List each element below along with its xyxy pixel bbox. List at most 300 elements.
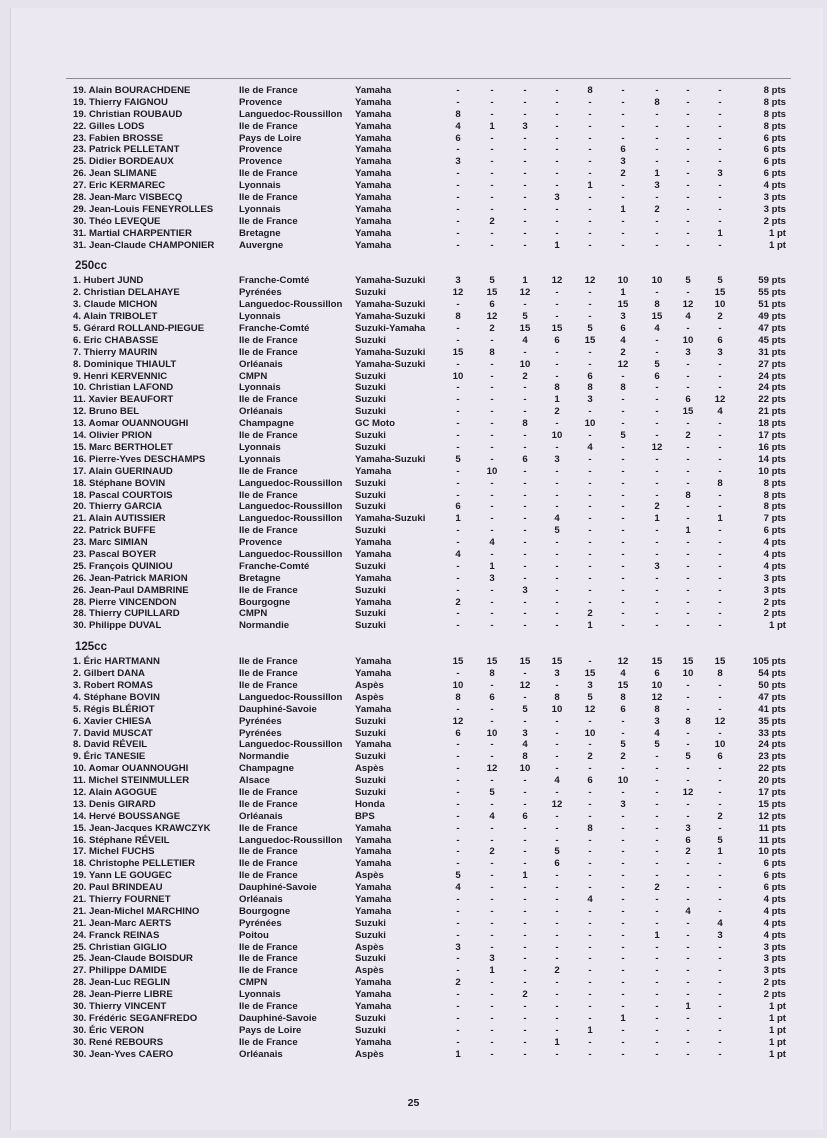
round-result: -: [456, 168, 460, 180]
round-result: -: [655, 215, 659, 227]
rider-make: Yamaha: [355, 894, 392, 905]
table-row: [67, 109, 792, 121]
table-row: [67, 144, 792, 156]
rider-name: 26. Jean-Paul DAMBRINE: [73, 584, 189, 596]
round-result: -: [490, 584, 494, 596]
round-result: -: [523, 953, 527, 965]
rider-region: Lyonnais: [239, 311, 281, 323]
round-result: 8: [522, 751, 528, 763]
round-result: 10: [519, 763, 531, 775]
round-result: -: [555, 180, 559, 192]
round-result: -: [621, 572, 625, 584]
round-result: -: [523, 430, 527, 442]
round-result: -: [523, 156, 527, 168]
round-result: 3: [587, 394, 593, 406]
round-result: -: [718, 798, 722, 810]
round-result: 2: [489, 846, 495, 858]
round-result: 12: [617, 656, 629, 668]
table-row: [67, 1025, 792, 1037]
round-result: 6: [587, 370, 593, 382]
round-result: 3: [620, 156, 626, 168]
round-result: 12: [584, 275, 596, 287]
round-result: -: [555, 727, 559, 739]
round-result: 4: [522, 334, 528, 346]
round-result: -: [588, 227, 592, 239]
round-result: -: [588, 299, 592, 311]
round-result: 3: [587, 679, 593, 691]
round-result: -: [621, 1036, 625, 1048]
table-row: [67, 704, 792, 716]
rider-region: Ile de France: [239, 394, 298, 406]
round-result: 2: [620, 346, 626, 358]
rider-make: Yamaha: [355, 572, 392, 584]
round-result: 4: [455, 548, 461, 560]
round-result: -: [718, 132, 722, 144]
rider-make: Yamaha: [355, 905, 392, 917]
rider-make: Yamaha: [355, 239, 392, 251]
round-result: 6: [685, 834, 691, 846]
rider-region: Provence: [239, 156, 283, 168]
rider-region: Normandie: [239, 620, 290, 632]
rider-make: Suzuki: [355, 751, 386, 763]
round-result: -: [523, 572, 527, 584]
round-result: 15: [617, 299, 629, 311]
rider-make: Yamaha: [355, 1036, 392, 1048]
round-result: -: [655, 810, 659, 822]
round-result: -: [490, 489, 494, 501]
round-result: 10: [486, 727, 498, 739]
round-result: -: [456, 905, 460, 917]
rider-region: Ile de France: [239, 786, 298, 798]
round-result: -: [588, 1036, 592, 1048]
round-result: -: [523, 382, 527, 394]
rider-name: 22. Gilles LODS: [73, 120, 145, 132]
round-result: -: [621, 810, 625, 822]
round-result: -: [718, 584, 722, 596]
rider-region: Alsace: [239, 775, 270, 787]
round-result: -: [686, 85, 690, 96]
round-result: -: [588, 501, 592, 513]
table-row: [67, 799, 792, 811]
round-result: -: [490, 85, 494, 96]
round-result: -: [588, 513, 592, 525]
round-result: 8: [587, 85, 593, 96]
round-result: -: [456, 144, 460, 156]
round-result: -: [655, 394, 659, 406]
rider-make: Aspès: [355, 691, 384, 703]
round-result: 10: [617, 775, 629, 787]
round-result: -: [686, 180, 690, 192]
table-row: [67, 466, 792, 478]
round-result: -: [588, 715, 592, 727]
round-result: -: [523, 929, 527, 941]
table-row: [67, 97, 792, 109]
round-result: 3: [489, 953, 495, 965]
round-result: 5: [654, 358, 660, 370]
rider-name: 19. Alain BOURACHDENE: [73, 85, 191, 96]
rider-name: 28. Thierry CUPILLARD: [73, 608, 180, 620]
total-points: 3 pts: [763, 584, 786, 596]
table-row: [67, 275, 792, 287]
table-row: [67, 478, 792, 490]
rider-region: Auvergne: [239, 239, 284, 251]
round-result: -: [718, 882, 722, 894]
rider-region: Languedoc-Roussillon: [239, 739, 343, 751]
round-result: -: [718, 548, 722, 560]
round-result: -: [523, 477, 527, 489]
round-result: -: [456, 441, 460, 453]
round-result: 6: [455, 132, 461, 144]
total-points: 7 pts: [763, 513, 786, 525]
round-result: 1: [489, 965, 495, 977]
round-result: -: [686, 287, 690, 299]
round-result: -: [621, 465, 625, 477]
round-result: -: [555, 679, 559, 691]
round-result: -: [490, 977, 494, 989]
round-result: -: [523, 525, 527, 537]
round-result: -: [588, 977, 592, 989]
round-result: -: [655, 537, 659, 549]
total-points: 20 pts: [758, 775, 786, 787]
round-result: -: [655, 108, 659, 120]
round-result: 12: [486, 763, 498, 775]
rider-name: 25. François QUINIOU: [73, 560, 173, 572]
table-row: [67, 858, 792, 870]
rider-make: GC Moto: [355, 418, 395, 430]
round-result: 3: [717, 168, 723, 180]
round-result: -: [523, 548, 527, 560]
round-result: -: [621, 108, 625, 120]
rider-make: Suzuki: [355, 489, 386, 501]
round-result: -: [718, 156, 722, 168]
total-points: 35 pts: [758, 715, 786, 727]
rider-region: Ile de France: [239, 941, 298, 953]
round-result: -: [555, 346, 559, 358]
round-result: -: [555, 905, 559, 917]
total-points: 1 pt: [768, 227, 786, 239]
table-row: [67, 846, 792, 858]
rider-make: Suzuki: [355, 430, 386, 442]
round-result: -: [456, 608, 460, 620]
round-result: 1: [685, 525, 691, 537]
round-result: -: [456, 572, 460, 584]
rider-name: 20. Thierry GARCIA: [73, 501, 163, 513]
round-result: -: [655, 917, 659, 929]
table-row: [67, 656, 792, 668]
round-result: -: [686, 323, 690, 335]
round-result: 15: [682, 656, 694, 668]
total-points: 59 pts: [758, 275, 786, 287]
round-result: -: [456, 894, 460, 905]
round-result: 5: [685, 751, 691, 763]
round-result: -: [655, 798, 659, 810]
total-points: 16 pts: [758, 441, 786, 453]
table-row: [67, 371, 792, 383]
round-result: -: [490, 834, 494, 846]
rider-region: Normandie: [239, 751, 290, 763]
rider-make: Yamaha: [355, 215, 392, 227]
rider-name: 8. Dominique THIAULT: [73, 358, 177, 370]
round-result: -: [718, 989, 722, 1001]
round-result: -: [588, 929, 592, 941]
round-result: -: [588, 548, 592, 560]
round-result: -: [490, 441, 494, 453]
round-result: -: [655, 346, 659, 358]
round-result: 1: [522, 870, 528, 882]
round-result: 8: [620, 691, 626, 703]
round-result: -: [555, 1001, 559, 1013]
round-result: 15: [519, 323, 531, 335]
round-result: -: [490, 989, 494, 1001]
round-result: -: [686, 727, 690, 739]
round-result: -: [588, 870, 592, 882]
round-result: -: [555, 870, 559, 882]
round-result: -: [655, 418, 659, 430]
round-result: -: [718, 679, 722, 691]
rider-make: Aspès: [355, 763, 384, 775]
round-result: -: [686, 441, 690, 453]
round-result: 5: [587, 691, 593, 703]
round-result: -: [490, 453, 494, 465]
round-result: -: [555, 465, 559, 477]
table-row: [67, 311, 792, 323]
round-result: -: [523, 132, 527, 144]
rider-name: 2. Christian DELAHAYE: [73, 287, 180, 299]
round-result: -: [523, 775, 527, 787]
round-result: 15: [452, 656, 464, 668]
round-result: -: [555, 477, 559, 489]
round-result: 2: [489, 323, 495, 335]
round-result: -: [655, 1024, 659, 1036]
round-result: -: [655, 858, 659, 870]
round-result: 1: [587, 620, 593, 632]
round-result: -: [718, 1024, 722, 1036]
table-row: [67, 751, 792, 763]
round-result: -: [456, 798, 460, 810]
round-result: 4: [554, 775, 560, 787]
rider-region: Orléanais: [239, 406, 283, 418]
round-result: 5: [654, 739, 660, 751]
round-result: -: [555, 311, 559, 323]
rider-region: Pyrénées: [239, 917, 282, 929]
round-result: -: [490, 548, 494, 560]
round-result: -: [523, 537, 527, 549]
round-result: -: [588, 465, 592, 477]
total-points: 3 pts: [763, 953, 786, 965]
rider-region: Provence: [239, 537, 283, 549]
round-result: 10: [519, 358, 531, 370]
round-result: -: [621, 905, 625, 917]
rider-name: 12. Alain AGOGUE: [73, 786, 158, 798]
round-result: -: [686, 192, 690, 204]
round-result: -: [686, 775, 690, 787]
round-result: 1: [587, 1024, 593, 1036]
round-result: 5: [489, 275, 495, 287]
round-result: -: [718, 465, 722, 477]
round-result: -: [456, 430, 460, 442]
total-points: 3 pts: [763, 941, 786, 953]
total-points: 17 pts: [758, 786, 786, 798]
round-result: -: [588, 311, 592, 323]
total-points: 10 pts: [758, 846, 786, 858]
round-result: 6: [620, 144, 626, 156]
rider-region: Pays de Loire: [239, 132, 302, 144]
rider-region: Orléanais: [239, 810, 283, 822]
rider-name: 16. Stéphane RÉVEIL: [73, 834, 170, 846]
round-result: -: [490, 751, 494, 763]
rider-name: 23. Patrick PELLETANT: [73, 144, 180, 156]
rider-make: Yamaha: [355, 858, 392, 870]
round-result: 8: [522, 418, 528, 430]
round-result: 12: [551, 275, 563, 287]
rider-region: Languedoc-Roussillon: [239, 834, 343, 846]
rider-make: Yamaha: [355, 822, 392, 834]
round-result: -: [718, 620, 722, 632]
round-result: -: [686, 1048, 690, 1060]
round-result: -: [655, 1012, 659, 1024]
round-result: -: [523, 1036, 527, 1048]
round-result: -: [490, 406, 494, 418]
round-result: -: [686, 810, 690, 822]
round-result: -: [621, 394, 625, 406]
round-result: -: [655, 763, 659, 775]
round-result: -: [555, 537, 559, 549]
table-row: [67, 347, 792, 359]
round-result: -: [718, 525, 722, 537]
round-result: -: [456, 1001, 460, 1013]
round-result: -: [523, 608, 527, 620]
rider-make: BPS: [355, 810, 375, 822]
rider-region: Bourgogne: [239, 596, 291, 608]
round-result: 4: [654, 323, 660, 335]
round-result: -: [555, 715, 559, 727]
round-result: -: [588, 346, 592, 358]
round-result: 2: [654, 501, 660, 513]
round-result: -: [621, 715, 625, 727]
table-row: [67, 442, 792, 454]
round-result: -: [686, 168, 690, 180]
round-result: -: [655, 489, 659, 501]
round-result: 10: [651, 679, 663, 691]
rider-name: 15. Jean-Jacques KRAWCZYK: [73, 822, 211, 834]
round-result: -: [490, 334, 494, 346]
rider-make: Suzuki: [355, 525, 386, 537]
round-result: 5: [620, 430, 626, 442]
round-result: -: [621, 929, 625, 941]
round-result: 15: [617, 679, 629, 691]
round-result: -: [490, 525, 494, 537]
rider-name: 18. Stéphane BOVIN: [73, 477, 166, 489]
round-result: -: [621, 525, 625, 537]
rider-name: 25. Didier BORDEAUX: [73, 156, 174, 168]
round-result: -: [490, 418, 494, 430]
round-result: -: [555, 620, 559, 632]
rider-region: Lyonnais: [239, 382, 281, 394]
round-result: -: [523, 691, 527, 703]
rider-region: Dauphiné-Savoie: [239, 1012, 317, 1024]
rider-region: Lyonnais: [239, 180, 281, 192]
round-result: -: [655, 775, 659, 787]
rider-name: 14. Olivier PRION: [73, 430, 152, 442]
round-result: 3: [685, 822, 691, 834]
round-result: -: [523, 894, 527, 905]
round-result: -: [621, 917, 625, 929]
table-row: [67, 906, 792, 918]
round-result: -: [621, 96, 625, 108]
round-result: 6: [685, 394, 691, 406]
round-result: 8: [717, 477, 723, 489]
round-result: -: [456, 846, 460, 858]
round-result: 8: [685, 715, 691, 727]
rider-name: 11. Xavier BEAUFORT: [73, 394, 174, 406]
total-points: 23 pts: [758, 751, 786, 763]
round-result: -: [686, 691, 690, 703]
rider-region: Ile de France: [239, 120, 298, 132]
rider-make: Yamaha-Suzuki: [355, 358, 426, 370]
round-result: -: [490, 894, 494, 905]
table-row: [67, 85, 792, 97]
round-result: -: [655, 465, 659, 477]
round-result: -: [456, 227, 460, 239]
round-result: -: [490, 596, 494, 608]
round-result: -: [686, 548, 690, 560]
rider-region: Pyrénées: [239, 287, 282, 299]
round-result: -: [523, 501, 527, 513]
round-result: 2: [654, 203, 660, 215]
round-result: -: [621, 537, 625, 549]
class-header: 125cc: [75, 641, 107, 654]
rider-make: Yamaha-Suzuki: [355, 346, 426, 358]
table-row: [67, 168, 792, 180]
rider-region: Languedoc-Roussillon: [239, 501, 343, 513]
round-result: -: [686, 882, 690, 894]
total-points: 8 pts: [763, 108, 786, 120]
round-result: -: [490, 239, 494, 251]
round-result: -: [686, 703, 690, 715]
rider-name: 8. David RÉVEIL: [73, 739, 148, 751]
round-result: -: [456, 786, 460, 798]
total-points: 1 pt: [768, 620, 786, 632]
round-result: -: [523, 441, 527, 453]
round-result: -: [621, 882, 625, 894]
round-result: -: [686, 358, 690, 370]
round-result: -: [686, 370, 690, 382]
round-result: -: [456, 834, 460, 846]
round-result: -: [686, 798, 690, 810]
round-result: 15: [486, 656, 498, 668]
table-row: [67, 918, 792, 930]
round-result: -: [523, 560, 527, 572]
round-result: -: [588, 596, 592, 608]
round-result: 15: [584, 334, 596, 346]
rider-name: 6. Xavier CHIESA: [73, 715, 152, 727]
round-result: 1: [685, 1001, 691, 1013]
round-result: -: [456, 763, 460, 775]
rider-make: Yamaha: [355, 548, 392, 560]
page-sheet: [10, 8, 823, 1130]
rider-make: Yamaha: [355, 703, 392, 715]
round-result: 3: [455, 275, 461, 287]
table-row: [67, 680, 792, 692]
rider-region: Ile de France: [239, 822, 298, 834]
rider-name: 29. Jean-Louis FENEYROLLES: [73, 203, 214, 215]
table-row: [67, 382, 792, 394]
table-row: [67, 823, 792, 835]
rider-region: Champagne: [239, 763, 294, 775]
round-result: -: [686, 1012, 690, 1024]
round-result: 8: [489, 668, 495, 680]
round-result: 8: [554, 382, 560, 394]
